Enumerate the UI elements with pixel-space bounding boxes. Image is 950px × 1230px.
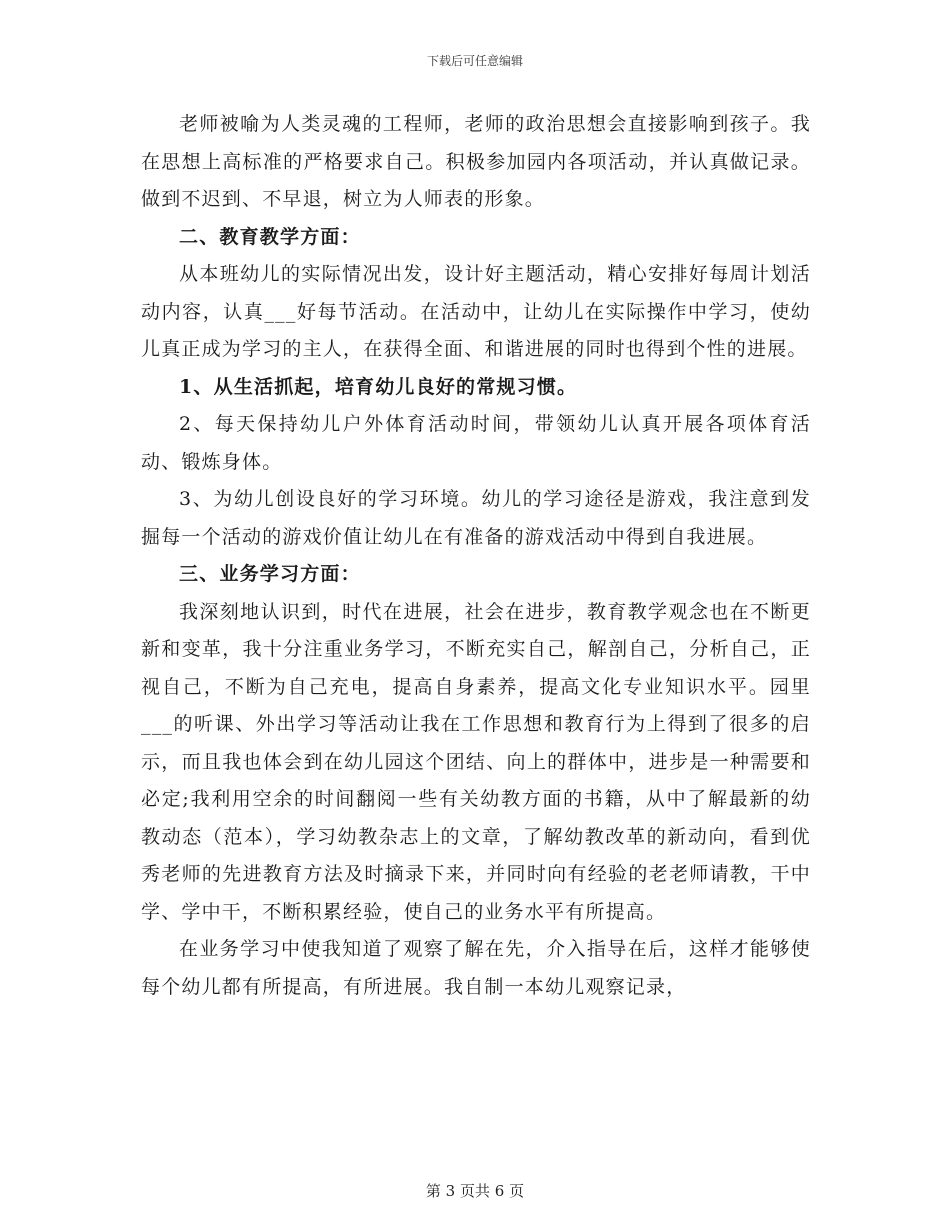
page-footer: 第 3 页共 6 页 — [425, 1182, 525, 1200]
section-heading-2: 二、教育教学方面： — [179, 225, 361, 248]
paragraph-2: 从本班幼儿的实际情况出发，设计好主题活动，精心安排好每周计划活动内容，认真___好每节活动。在活动中，让幼儿在实际操作中学习，使幼儿真正成为学习的主人，在获得全面、和谐进展的同时也得到个性的进展。 — [141, 263, 811, 360]
paragraph-1: 老师被喻为人类灵魂的工程师，老师的政治思想会直接影响到孩子。我在思想上高标准的严格要求自己。积极参加园内各项活动，并认真做记录。做到不迟到、不早退，树立为人师表的形象。 — [141, 113, 811, 210]
document-body — [141, 106, 811, 1006]
paragraph-3: 2、每天保持幼儿户外体育活动时间，带领幼儿认真开展各项体育活动、锻炼身体。 — [141, 413, 811, 473]
subheading-1: 1、从生活抓起，培育幼儿良好的常规习惯。 — [179, 375, 578, 398]
page-header: 下载后可任意编辑 — [426, 54, 523, 68]
paragraph-5: 我深刻地认识到，时代在进展，社会在进步，教育教学观念也在不断更新和变革，我十分注重业务学习，不断充实自己，解剖自己，分析自己，正视自己，不断为自己充电，提高自身素养，提高文化专业知识水平。园里___的听课、外出学习等活动让我在工作思想和教育行为上得到了很多的启示，而且我也体会到在幼儿园这个团结、向上的群体中，进步是一种需要和必定;我利用空余的时间翻阅一些有关幼教方面的书籍，从中了解最新的幼教动态（范本），学习幼教杂志上的文章，了解幼教改革的新动向，看到优秀老师的先进教育方法及时摘录下来，并同时向有经验的老老师请教，干中学、学中干，不断积累经验，使自己的业务水平有所提高。 — [141, 600, 811, 923]
section-heading-3: 三、业务学习方面： — [179, 563, 361, 585]
paragraph-4: 3、为幼儿创设良好的学习环境。幼儿的学习途径是游戏，我注意到发掘每一个活动的游戏价值让幼儿在有准备的游戏活动中得到自我进展。 — [141, 488, 811, 548]
paragraph-6: 在业务学习中使我知道了观察了解在先，介入指导在后，这样才能够使每个幼儿都有所提高，有所进展。我自制一本幼儿观察记录， — [141, 938, 811, 998]
